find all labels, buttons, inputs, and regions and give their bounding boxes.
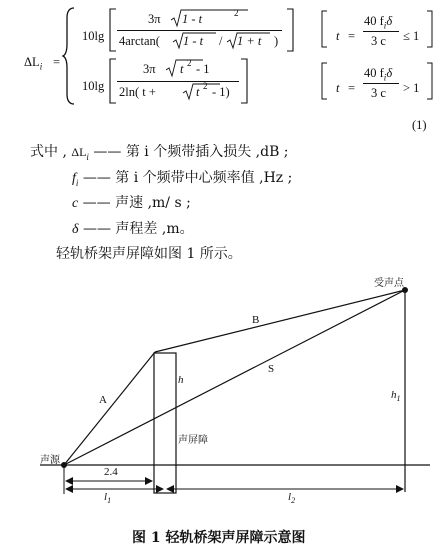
case2-prefix: 10lg: [82, 79, 105, 93]
case2-cond-t: t: [336, 81, 340, 95]
case2-numerator-coef: 3π: [143, 62, 156, 76]
definition-line-2: $f_i$ —— 第 i 个频带中心频率值 ,Hz ;: [72, 170, 293, 188]
case2-denominator-tail: - 1): [212, 85, 230, 99]
ray-a: [64, 352, 155, 465]
equation-lhs: $\Delta L_i$: [24, 55, 43, 72]
case1-prefix: 10lg: [82, 29, 105, 43]
dim-l2-label: $l_2$: [288, 491, 296, 506]
case1-numerator-exp: 2: [234, 8, 239, 18]
case1-cond-eq: =: [348, 29, 356, 43]
case2-denominator-radicand: t: [196, 85, 200, 99]
case2-denominator-exp: 2: [203, 81, 208, 91]
case1-cond-numerator: 40 $f_i\delta$: [364, 14, 393, 31]
case2-numerator-tail: - 1: [196, 62, 210, 76]
case1-denominator-radicand1: 1 - t: [183, 34, 204, 48]
case2-cond-eq: =: [348, 81, 356, 95]
receiver-label: 受声点: [374, 278, 404, 289]
barrier-rect: [154, 353, 176, 493]
source-label: 声源: [40, 455, 60, 466]
ray-s-label: S: [268, 363, 275, 375]
case1-numerator-radicand: 1 - t: [182, 12, 203, 26]
case1-denominator-radicand2: 1 + t: [237, 34, 262, 48]
case1-cond-denominator: 3 c: [371, 34, 386, 48]
case1-numerator-coef: 3π: [148, 12, 161, 26]
equals-sign: =: [53, 55, 61, 69]
definition-line-1: 式中 , $\Delta L_i$ —— 第 i 个频带插入损失 ,dB ;: [30, 144, 289, 162]
case2-numerator-exp: 2: [187, 58, 192, 68]
definition-line-3: c —— 声速 ,m/ s ;: [72, 195, 191, 211]
equation-number: (1): [412, 118, 427, 132]
case2-denominator-prefix: 2ln( t +: [119, 85, 156, 99]
case2-cond-denominator: 3 c: [371, 86, 386, 100]
case2-cond-numerator: 40 $f_i\delta$: [364, 66, 393, 83]
case1-denominator-slash: /: [219, 34, 223, 48]
receiver-height-label: $h_1$: [391, 389, 401, 404]
figure-intro-line: 轻轨桥架声屏障如图 1 所示。: [56, 246, 242, 262]
definition-line-4: δ —— 声程差 ,m。: [72, 221, 194, 237]
ray-a-label: A: [99, 394, 107, 406]
case1-cond-relation: ≤ 1: [403, 29, 420, 43]
barrier-height-label: h: [178, 374, 184, 386]
case2-cond-relation: > 1: [403, 81, 420, 95]
dim-l1-label: $l_1$: [104, 491, 112, 506]
case1-cond-t: t: [336, 29, 340, 43]
barrier-label: 声屏障: [178, 435, 208, 446]
case2-numerator-radicand: t: [180, 62, 184, 76]
ray-b-label: B: [252, 314, 260, 326]
dim-24-label: 2.4: [104, 466, 118, 478]
case1-denominator-prefix: 4arctan(: [119, 34, 160, 48]
ray-b: [155, 290, 405, 352]
ray-s: [64, 290, 405, 465]
case1-denominator-close: ): [274, 34, 279, 48]
figure-caption: 图 1 轻轨桥架声屏障示意图: [132, 530, 306, 546]
